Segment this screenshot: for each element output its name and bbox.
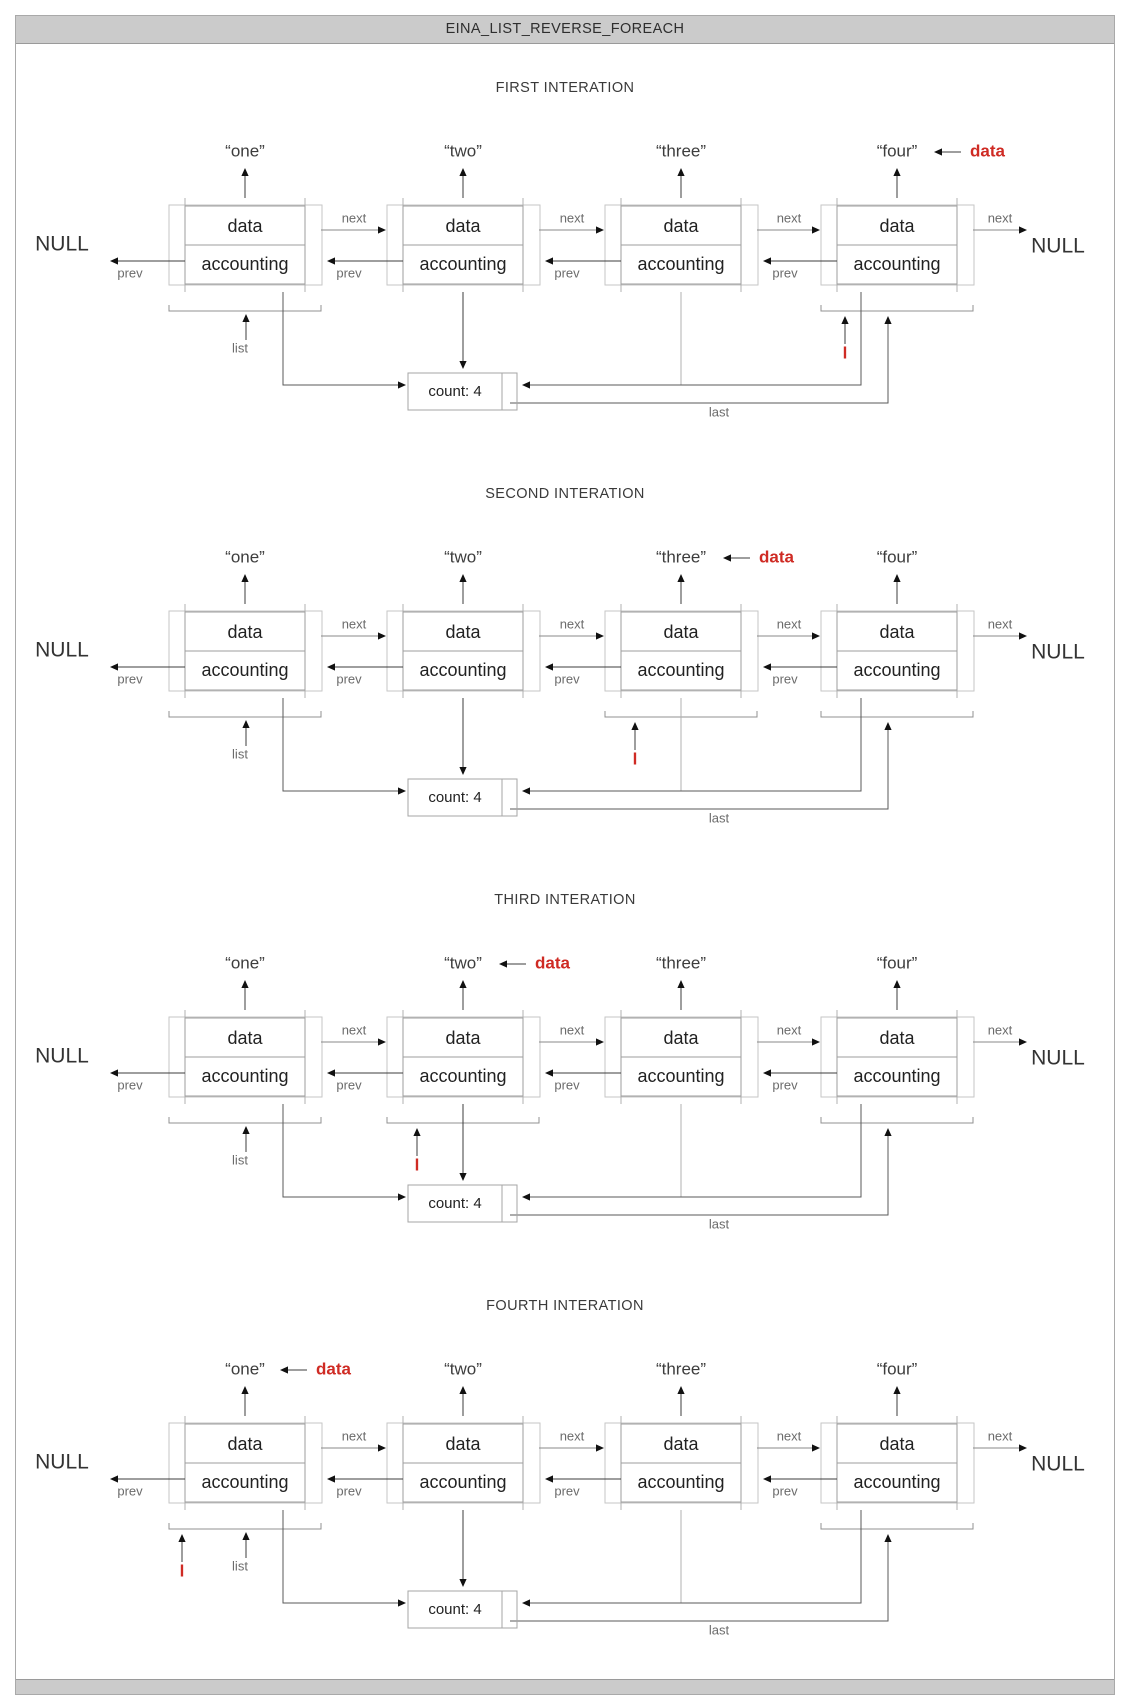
data-cell-label: data bbox=[879, 215, 915, 236]
iteration-3 bbox=[35, 953, 1085, 1231]
prev-arrowhead bbox=[327, 257, 335, 264]
accounting-cell-label: accounting bbox=[853, 253, 941, 274]
node2-count-arrowhead bbox=[459, 767, 466, 775]
node2-count-arrowhead bbox=[459, 1579, 466, 1587]
prev-arrowhead bbox=[110, 257, 118, 264]
name-pointer-arrowhead bbox=[459, 1386, 466, 1394]
null-label-left: NULL bbox=[35, 638, 89, 662]
accounting-bracket bbox=[821, 711, 973, 717]
next-label: next bbox=[987, 1428, 1013, 1444]
l-pointer-label: l bbox=[179, 1561, 185, 1581]
accounting-cell-label: accounting bbox=[201, 659, 289, 680]
next-label: next bbox=[559, 616, 585, 632]
name-pointer-arrowhead bbox=[241, 574, 248, 582]
next-arrowhead bbox=[378, 226, 386, 233]
tail-link-arrowhead bbox=[522, 1599, 530, 1606]
next-label: next bbox=[341, 1428, 367, 1444]
prev-arrowhead bbox=[763, 1069, 771, 1076]
accounting-bracket bbox=[169, 711, 321, 717]
accounting-cell-label: accounting bbox=[853, 1471, 941, 1492]
l-pointer-label: l bbox=[842, 343, 848, 363]
l-pointer-arrowhead bbox=[413, 1128, 420, 1136]
iteration-1 bbox=[35, 141, 1085, 419]
node-name-label: “three” bbox=[655, 547, 707, 567]
next-arrowhead bbox=[812, 226, 820, 233]
head-accounting-link bbox=[283, 1510, 398, 1603]
tail-accounting-link bbox=[528, 1104, 861, 1197]
next-label: next bbox=[987, 210, 1013, 226]
head-link-arrowhead bbox=[398, 1193, 406, 1200]
accounting-cell-label: accounting bbox=[419, 1471, 507, 1492]
head-link-arrowhead bbox=[398, 381, 406, 388]
next-label: next bbox=[987, 616, 1013, 632]
list-label: list bbox=[232, 340, 248, 356]
data-pointer-label: data bbox=[535, 953, 570, 973]
list-pointer-arrowhead bbox=[242, 720, 249, 728]
next-label: next bbox=[559, 1022, 585, 1038]
prev-arrowhead bbox=[327, 1069, 335, 1076]
next-label: next bbox=[341, 616, 367, 632]
null-label-right: NULL bbox=[1031, 640, 1085, 664]
null-label-right: NULL bbox=[1031, 1046, 1085, 1070]
data-cell-label: data bbox=[663, 1027, 699, 1048]
next-arrowhead bbox=[596, 226, 604, 233]
accounting-cell-label: accounting bbox=[637, 659, 725, 680]
node-name-label: “two” bbox=[444, 953, 482, 973]
accounting-bracket bbox=[169, 305, 321, 311]
name-pointer-arrowhead bbox=[241, 168, 248, 176]
count-label: count: 4 bbox=[428, 1194, 482, 1212]
last-pointer-arrowhead bbox=[884, 1128, 891, 1136]
prev-arrowhead bbox=[545, 663, 553, 670]
node-name-label: “four” bbox=[876, 547, 918, 567]
l-pointer-label: l bbox=[632, 749, 638, 769]
name-pointer-arrowhead bbox=[459, 980, 466, 988]
name-pointer-arrowhead bbox=[893, 168, 900, 176]
next-label: next bbox=[559, 210, 585, 226]
prev-label: prev bbox=[554, 1483, 580, 1499]
node-name-label: “four” bbox=[876, 141, 918, 161]
next-arrowhead bbox=[596, 1444, 604, 1451]
data-cell-label: data bbox=[879, 621, 915, 642]
prev-label: prev bbox=[554, 1077, 580, 1093]
last-pointer-arrowhead bbox=[884, 316, 891, 324]
null-label-left: NULL bbox=[35, 1044, 89, 1068]
prev-arrowhead bbox=[110, 1069, 118, 1076]
node2-count-arrowhead bbox=[459, 1173, 466, 1181]
name-pointer-arrowhead bbox=[241, 980, 248, 988]
next-label: next bbox=[559, 1428, 585, 1444]
next-arrowhead bbox=[596, 632, 604, 639]
data-pointer-label: data bbox=[970, 141, 1005, 161]
prev-arrowhead bbox=[763, 257, 771, 264]
accounting-cell-label: accounting bbox=[419, 1065, 507, 1086]
accounting-cell-label: accounting bbox=[419, 659, 507, 680]
prev-arrowhead bbox=[545, 257, 553, 264]
accounting-cell-label: accounting bbox=[637, 1471, 725, 1492]
last-pointer-line bbox=[510, 322, 888, 403]
iteration-1-title: FIRST INTERATION bbox=[495, 80, 635, 96]
last-pointer-arrowhead bbox=[884, 1534, 891, 1542]
accounting-cell-label: accounting bbox=[201, 1471, 289, 1492]
data-pointer-arrowhead bbox=[280, 1366, 288, 1373]
prev-label: prev bbox=[117, 671, 143, 687]
l-pointer-arrowhead bbox=[178, 1534, 185, 1542]
next-arrowhead bbox=[1019, 632, 1027, 639]
iteration-4-title: FOURTH INTERATION bbox=[486, 1298, 644, 1314]
node-name-label: “four” bbox=[876, 1359, 918, 1379]
null-label-left: NULL bbox=[35, 232, 89, 256]
accounting-cell-label: accounting bbox=[637, 253, 725, 274]
last-pointer-line bbox=[510, 1134, 888, 1215]
list-label: list bbox=[232, 746, 248, 762]
name-pointer-arrowhead bbox=[459, 168, 466, 176]
last-label: last bbox=[708, 1216, 730, 1232]
tail-accounting-link bbox=[528, 1510, 861, 1603]
head-accounting-link bbox=[283, 1104, 398, 1197]
name-pointer-arrowhead bbox=[893, 980, 900, 988]
next-arrowhead bbox=[378, 1038, 386, 1045]
bottom-bar bbox=[16, 1679, 1114, 1694]
name-pointer-arrowhead bbox=[893, 574, 900, 582]
null-label-right: NULL bbox=[1031, 234, 1085, 258]
node-name-label: “one” bbox=[225, 1359, 265, 1379]
name-pointer-arrowhead bbox=[459, 574, 466, 582]
prev-label: prev bbox=[772, 1077, 798, 1093]
data-cell-label: data bbox=[663, 621, 699, 642]
last-pointer-line bbox=[510, 1540, 888, 1621]
node-name-label: “one” bbox=[225, 547, 265, 567]
list-label: list bbox=[232, 1152, 248, 1168]
accounting-cell-label: accounting bbox=[419, 253, 507, 274]
data-cell-label: data bbox=[663, 1433, 699, 1454]
next-label: next bbox=[776, 1428, 802, 1444]
accounting-bracket bbox=[821, 305, 973, 311]
data-cell-label: data bbox=[227, 1433, 263, 1454]
tail-accounting-link bbox=[528, 698, 861, 791]
data-cell-label: data bbox=[879, 1027, 915, 1048]
prev-arrowhead bbox=[763, 663, 771, 670]
prev-label: prev bbox=[772, 265, 798, 281]
next-arrowhead bbox=[378, 1444, 386, 1451]
name-pointer-arrowhead bbox=[677, 168, 684, 176]
prev-arrowhead bbox=[110, 663, 118, 670]
name-pointer-arrowhead bbox=[677, 1386, 684, 1394]
data-cell-label: data bbox=[445, 1433, 481, 1454]
prev-label: prev bbox=[554, 265, 580, 281]
node-name-label: “four” bbox=[876, 953, 918, 973]
data-cell-label: data bbox=[227, 1027, 263, 1048]
node-name-label: “three” bbox=[655, 141, 707, 161]
prev-label: prev bbox=[336, 1483, 362, 1499]
count-label: count: 4 bbox=[428, 382, 482, 400]
data-pointer-label: data bbox=[759, 547, 794, 567]
node-name-label: “two” bbox=[444, 547, 482, 567]
node-name-label: “two” bbox=[444, 141, 482, 161]
prev-arrowhead bbox=[327, 663, 335, 670]
node2-count-arrowhead bbox=[459, 361, 466, 369]
next-label: next bbox=[341, 1022, 367, 1038]
prev-arrowhead bbox=[763, 1475, 771, 1482]
last-label: last bbox=[708, 404, 730, 420]
null-label-right: NULL bbox=[1031, 1452, 1085, 1476]
list-pointer-arrowhead bbox=[242, 1532, 249, 1540]
head-link-arrowhead bbox=[398, 1599, 406, 1606]
accounting-bracket bbox=[821, 1117, 973, 1123]
accounting-cell-label: accounting bbox=[853, 1065, 941, 1086]
node-name-label: “one” bbox=[225, 141, 265, 161]
tail-link-arrowhead bbox=[522, 1193, 530, 1200]
tail-link-arrowhead bbox=[522, 381, 530, 388]
prev-label: prev bbox=[336, 1077, 362, 1093]
data-pointer-arrowhead bbox=[934, 148, 942, 155]
head-accounting-link bbox=[283, 292, 398, 385]
l-pointer-arrowhead bbox=[631, 722, 638, 730]
data-cell-label: data bbox=[227, 621, 263, 642]
prev-label: prev bbox=[772, 1483, 798, 1499]
data-cell-label: data bbox=[663, 215, 699, 236]
prev-label: prev bbox=[772, 671, 798, 687]
name-pointer-arrowhead bbox=[241, 1386, 248, 1394]
next-arrowhead bbox=[812, 1038, 820, 1045]
prev-label: prev bbox=[117, 1483, 143, 1499]
node-name-label: “three” bbox=[655, 1359, 707, 1379]
prev-label: prev bbox=[117, 1077, 143, 1093]
data-cell-label: data bbox=[445, 1027, 481, 1048]
name-pointer-arrowhead bbox=[677, 574, 684, 582]
next-arrowhead bbox=[1019, 1444, 1027, 1451]
list-label: list bbox=[232, 1558, 248, 1574]
list-pointer-arrowhead bbox=[242, 1126, 249, 1134]
data-cell-label: data bbox=[445, 621, 481, 642]
accounting-bracket bbox=[169, 1117, 321, 1123]
name-pointer-arrowhead bbox=[677, 980, 684, 988]
null-label-left: NULL bbox=[35, 1450, 89, 1474]
data-cell-label: data bbox=[227, 215, 263, 236]
data-pointer-arrowhead bbox=[499, 960, 507, 967]
data-cell-label: data bbox=[879, 1433, 915, 1454]
prev-arrowhead bbox=[110, 1475, 118, 1482]
accounting-cell-label: accounting bbox=[201, 1065, 289, 1086]
prev-label: prev bbox=[117, 265, 143, 281]
data-cell-label: data bbox=[445, 215, 481, 236]
accounting-cell-label: accounting bbox=[637, 1065, 725, 1086]
count-label: count: 4 bbox=[428, 788, 482, 806]
iteration-2 bbox=[35, 547, 1085, 825]
next-label: next bbox=[776, 616, 802, 632]
head-accounting-link bbox=[283, 698, 398, 791]
name-pointer-arrowhead bbox=[893, 1386, 900, 1394]
node-name-label: “two” bbox=[444, 1359, 482, 1379]
prev-label: prev bbox=[336, 671, 362, 687]
prev-label: prev bbox=[336, 265, 362, 281]
l-pointer-arrowhead bbox=[841, 316, 848, 324]
accounting-bracket bbox=[169, 1523, 321, 1529]
data-pointer-arrowhead bbox=[723, 554, 731, 561]
last-label: last bbox=[708, 1622, 730, 1638]
iteration-4 bbox=[35, 1359, 1085, 1637]
next-arrowhead bbox=[596, 1038, 604, 1045]
next-label: next bbox=[987, 1022, 1013, 1038]
accounting-cell-label: accounting bbox=[201, 253, 289, 274]
prev-arrowhead bbox=[545, 1475, 553, 1482]
node-name-label: “three” bbox=[655, 953, 707, 973]
head-link-arrowhead bbox=[398, 787, 406, 794]
last-pointer-arrowhead bbox=[884, 722, 891, 730]
next-arrowhead bbox=[378, 632, 386, 639]
next-arrowhead bbox=[1019, 1038, 1027, 1045]
tail-link-arrowhead bbox=[522, 787, 530, 794]
next-arrowhead bbox=[1019, 226, 1027, 233]
next-label: next bbox=[776, 210, 802, 226]
count-label: count: 4 bbox=[428, 1600, 482, 1618]
prev-label: prev bbox=[554, 671, 580, 687]
node-name-label: “one” bbox=[225, 953, 265, 973]
l-pointer-label: l bbox=[414, 1155, 420, 1175]
next-label: next bbox=[776, 1022, 802, 1038]
tail-accounting-link bbox=[528, 292, 861, 385]
prev-arrowhead bbox=[327, 1475, 335, 1482]
prev-arrowhead bbox=[545, 1069, 553, 1076]
next-label: next bbox=[341, 210, 367, 226]
accounting-bracket bbox=[821, 1523, 973, 1529]
next-arrowhead bbox=[812, 632, 820, 639]
last-label: last bbox=[708, 810, 730, 826]
iteration-3-title: THIRD INTERATION bbox=[494, 892, 636, 908]
next-arrowhead bbox=[812, 1444, 820, 1451]
last-pointer-line bbox=[510, 728, 888, 809]
data-pointer-label: data bbox=[316, 1359, 351, 1379]
accounting-cell-label: accounting bbox=[853, 659, 941, 680]
iteration-2-title: SECOND INTERATION bbox=[485, 486, 645, 502]
list-pointer-arrowhead bbox=[242, 314, 249, 322]
window-title: EINA_LIST_REVERSE_FOREACH bbox=[445, 21, 685, 37]
